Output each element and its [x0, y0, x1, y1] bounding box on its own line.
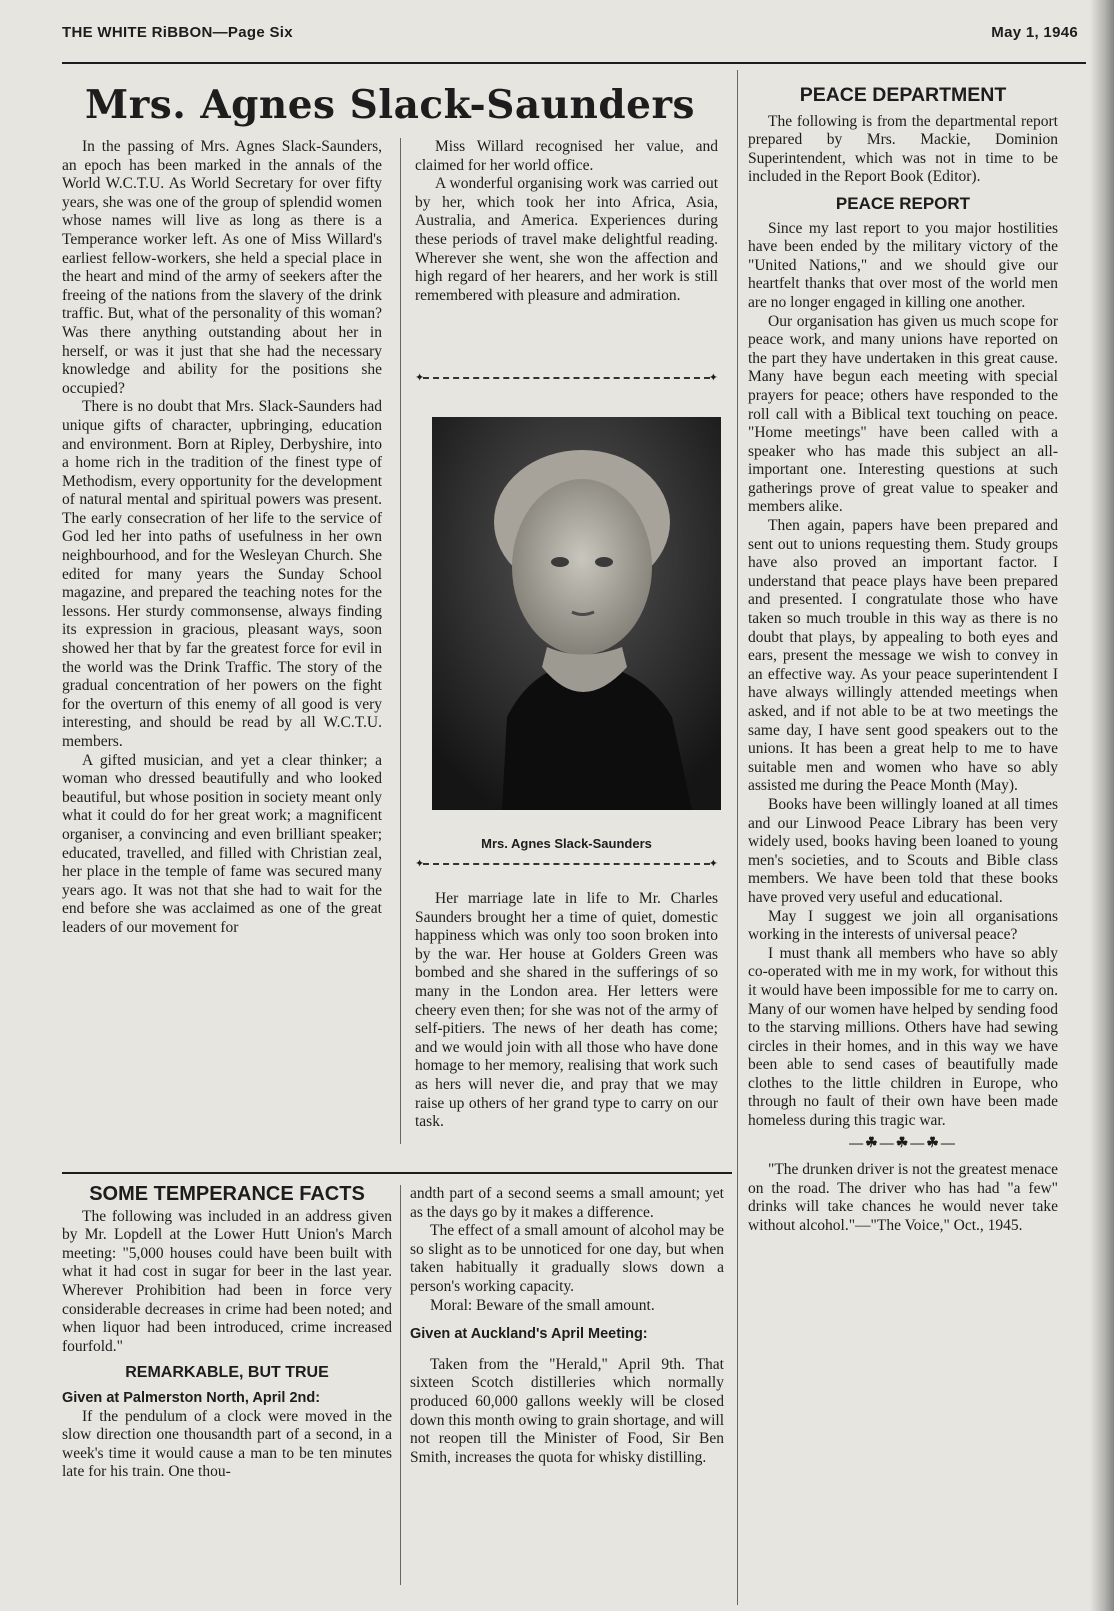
- portrait-icon: [432, 417, 721, 810]
- obituary-paragraph: A wonderful organising work was carried out by her, which took her into Africa, Asia, Australia, and America. Experiences during these periods of travel make delightful reading. Wherever she went, she won the affection and high regard of her hearers, and her work is still remembered with pleasure and admiration.: [415, 175, 718, 304]
- obituary-headline: Mrs. Agnes Slack-Saunders: [85, 82, 695, 128]
- obituary-paragraph: Miss Willard recognised her value, and claimed for her world office.: [415, 138, 718, 174]
- palmerston-paragraph: The effect of a small amount of alcohol may be so slight as to be unnoticed for one day, but when taken habitually it gradually slows down a person's working capacity.: [410, 1222, 724, 1295]
- scan-edge-shadow: [1090, 0, 1114, 1611]
- peace-department-column: [748, 86, 1058, 1236]
- ornament-end-icon: ✦: [415, 858, 425, 870]
- peace-paragraph: Since my last report to you major hostilities have been ended by the military victory of the "United Nations," and we should give our heartfelt thanks that over most of the world men are no longer engaged in killing one another.: [748, 219, 1058, 311]
- temperance-facts-intro: The following was included in an address given by Mr. Lopdell at the Lower Hutt Union's March meeting: "5,000 houses could have been built with what it had cost in sugar for beer in the last year. Wherever Prohibition had been in force very considerable decreases in crime had been noted; and when liquor had been introduced, crime increased fourfold.": [62, 1207, 392, 1355]
- peace-intro: The following is from the departmental report prepared by Mrs. Mackie, Dominion Superintendent, which was not in time to be included in the Report Book (Editor).: [748, 112, 1058, 186]
- section-rule: [62, 1172, 732, 1174]
- palmerston-moral: Moral: Beware of the small amount.: [430, 1296, 655, 1314]
- ornament-end-icon: ✦: [415, 372, 425, 384]
- masthead-date: May 1, 1946: [991, 24, 1078, 41]
- portrait-photo: [432, 417, 721, 810]
- temperance-facts-column-1: [62, 1185, 392, 1482]
- palmerston-text: If the pendulum of a clock were moved in the slow direction one thousandth part of a second, in a week's time it would cause a man to be ten minutes late for his train. One thou-: [62, 1407, 392, 1481]
- peace-paragraph: Then again, papers have been prepared and sent out to unions requesting them. Study groups have also proved an important factor. I understand that peace plays have been prepared and presented. I congratulate those who have taken so much trouble in this way as there is no doubt that plays, by appealing to both eyes and ears, present the message we wish to convey in an effective way. As your peace superintendent I have always willingly attended meetings when asked, and if not able to be at two meetings the same day, I have sent good speakers out to the unions. It has been a great help to me to have suitable men and women who have so ably assisted me during the Peace Month (May).: [748, 517, 1058, 795]
- peace-paragraph: Books have been willingly loaned at all times and our Linwood Peace Library has been very widely used, books having been loaned to young men's societies, and to Scouts and Bible class members. We have been told that these books have proved very useful and educational.: [748, 795, 1058, 906]
- ornament-rule: [415, 372, 718, 384]
- obituary-paragraph: A gifted musician, and yet a clear thinker; a woman who dressed beautifully and who looked beautiful, but whose position in society meant only what it could do for her great work; a magnificent organiser, a convincing and even brilliant speaker; educated, travelled, and filled with Christian zeal, her place in the temple of fame was secured many years ago. It was not that she had to wait for the end before she was acclaimed as one of the great leaders of our movement for: [62, 751, 382, 936]
- peace-paragraph: May I suggest we join all organisations working in the interests of universal peace?: [748, 907, 1058, 944]
- column-divider: [737, 70, 738, 1605]
- peace-paragraph: Our organisation has given us much scope for peace work, and many unions have reported on the part they have undertaken in this great cause. Many have begun each meeting with special prayers for peace; others have responded to the roll call with a Biblical text touching on peace. "Home meetings" have been called with a speaker who has made this subject an all-important one. Interesting questions at such gatherings prove of great value to speaker and members alike.: [748, 312, 1058, 516]
- drunken-driver-quote: "The drunken driver is not the greatest menace on the road. The driver who has had "a few" drinks will take chances he would never take without alcohol."—"The Voice," Oct., 1945.: [748, 1161, 1058, 1235]
- top-rule: [62, 62, 1086, 64]
- obituary-paragraph: Her marriage late in life to Mr. Charles Saunders brought her a time of quiet, domestic happiness which was only too soon broken into by the war. Her house at Golders Green was bombed and she shared in the sufferings of so many in the London area. Her letters were cheery even then; for she was not of the army of self-pitiers. The news of her death has come; and we would join with all those who have done homage to her memory, realising that work such as hers will never die, and pray that we may raise up others of her grand type to carry on our task.: [415, 890, 718, 1131]
- ornament-end-icon: ✦: [708, 372, 718, 384]
- auckland-heading: Given at Auckland's April Meeting:: [410, 1326, 648, 1343]
- masthead-title: THE WHITE RiBBON—Page Six: [62, 24, 293, 41]
- peace-department-heading: PEACE DEPARTMENT: [799, 84, 1007, 106]
- column-divider: [400, 138, 401, 1144]
- ornament-rule: [415, 858, 718, 870]
- peace-report-heading: PEACE REPORT: [835, 193, 971, 213]
- obituary-column-2-bottom: [415, 890, 718, 1132]
- obituary-column-2-top: [415, 138, 718, 305]
- remarkable-heading: REMARKABLE, BUT TRUE: [125, 1364, 329, 1382]
- auckland-text: Taken from the "Herald," April 9th. That sixteen Scotch distilleries which normally produced 60,000 gallons weekly will be closed down this month owing to grain shortage, and will not reopen till the Minister of Food, Sir Ben Smith, increases the quota for whisky distilling.: [410, 1355, 724, 1466]
- ornament-end-icon: ✦: [708, 858, 718, 870]
- column-divider: [400, 1185, 401, 1585]
- temperance-facts-heading: SOME TEMPERANCE FACTS: [89, 1183, 365, 1205]
- obituary-column-1: [62, 138, 382, 938]
- obituary-paragraph: There is no doubt that Mrs. Slack-Saunders had unique gifts of character, upbringing, education and environment. Born at Ripley, Derbyshire, into a home rich in the tradition of the finest type of Methodism, every opportunity for the development of natural mental and spiritual powers was present. The early consecration of her life to the service of God led her into paths of usefulness in her own neighbourhood, and for the Wesleyan Church. She edited for many years the Sunday School magazine, and prepared the teaching notes for the lessons. Her sturdy commonsense, always finding its expression in gracious, pleasant ways, soon showed her that by far the greatest force for evil in the world was the Drink Traffic. The story of the gradual concentration of her powers on the fight for the overturn of this enemy of all good is very interesting, and should be read by all W.C.T.U. members.: [62, 398, 382, 750]
- obituary-paragraph: In the passing of Mrs. Agnes Slack-Saunders, an epoch has been marked in the annals of the World W.C.T.U. As World Secretary for over fifty years, she was one of the group of splendid women whose names will live as long as there is a Temperance worker left. As one of Miss Willard's earliest fellow-workers, she held a special place in the heart and mind of the army of seekers after the freeing of the nations from the slavery of the drink traffic. But, what of the personality of this woman? Was there anything outstanding about her in herself, or was it just that she had the necessary knowledge and ability for the positions she occupied?: [62, 138, 382, 397]
- palmerston-heading: Given at Palmerston North, April 2nd:: [62, 1389, 321, 1406]
- peace-paragraph: I must thank all members who have so ably co-operated with me in my work, for without this it would have been impossible for me to carry on. Many of our women have helped by sending food to the starving millions. Others have had sewing circles in their homes, and in this way we have been able to send cases of beautifully made clothes to the little children in Europe, who through no fault of their own have been made homeless during this tragic war.: [748, 944, 1058, 1130]
- palmerston-continued: andth part of a second seems a small amount; yet as the days go by it makes a difference.: [410, 1185, 724, 1221]
- masthead: [62, 24, 1084, 46]
- photo-caption: Mrs. Agnes Slack-Saunders: [481, 836, 652, 851]
- clover-divider: —☘—☘—☘—: [849, 1135, 957, 1151]
- temperance-facts-column-2: [410, 1185, 724, 1467]
